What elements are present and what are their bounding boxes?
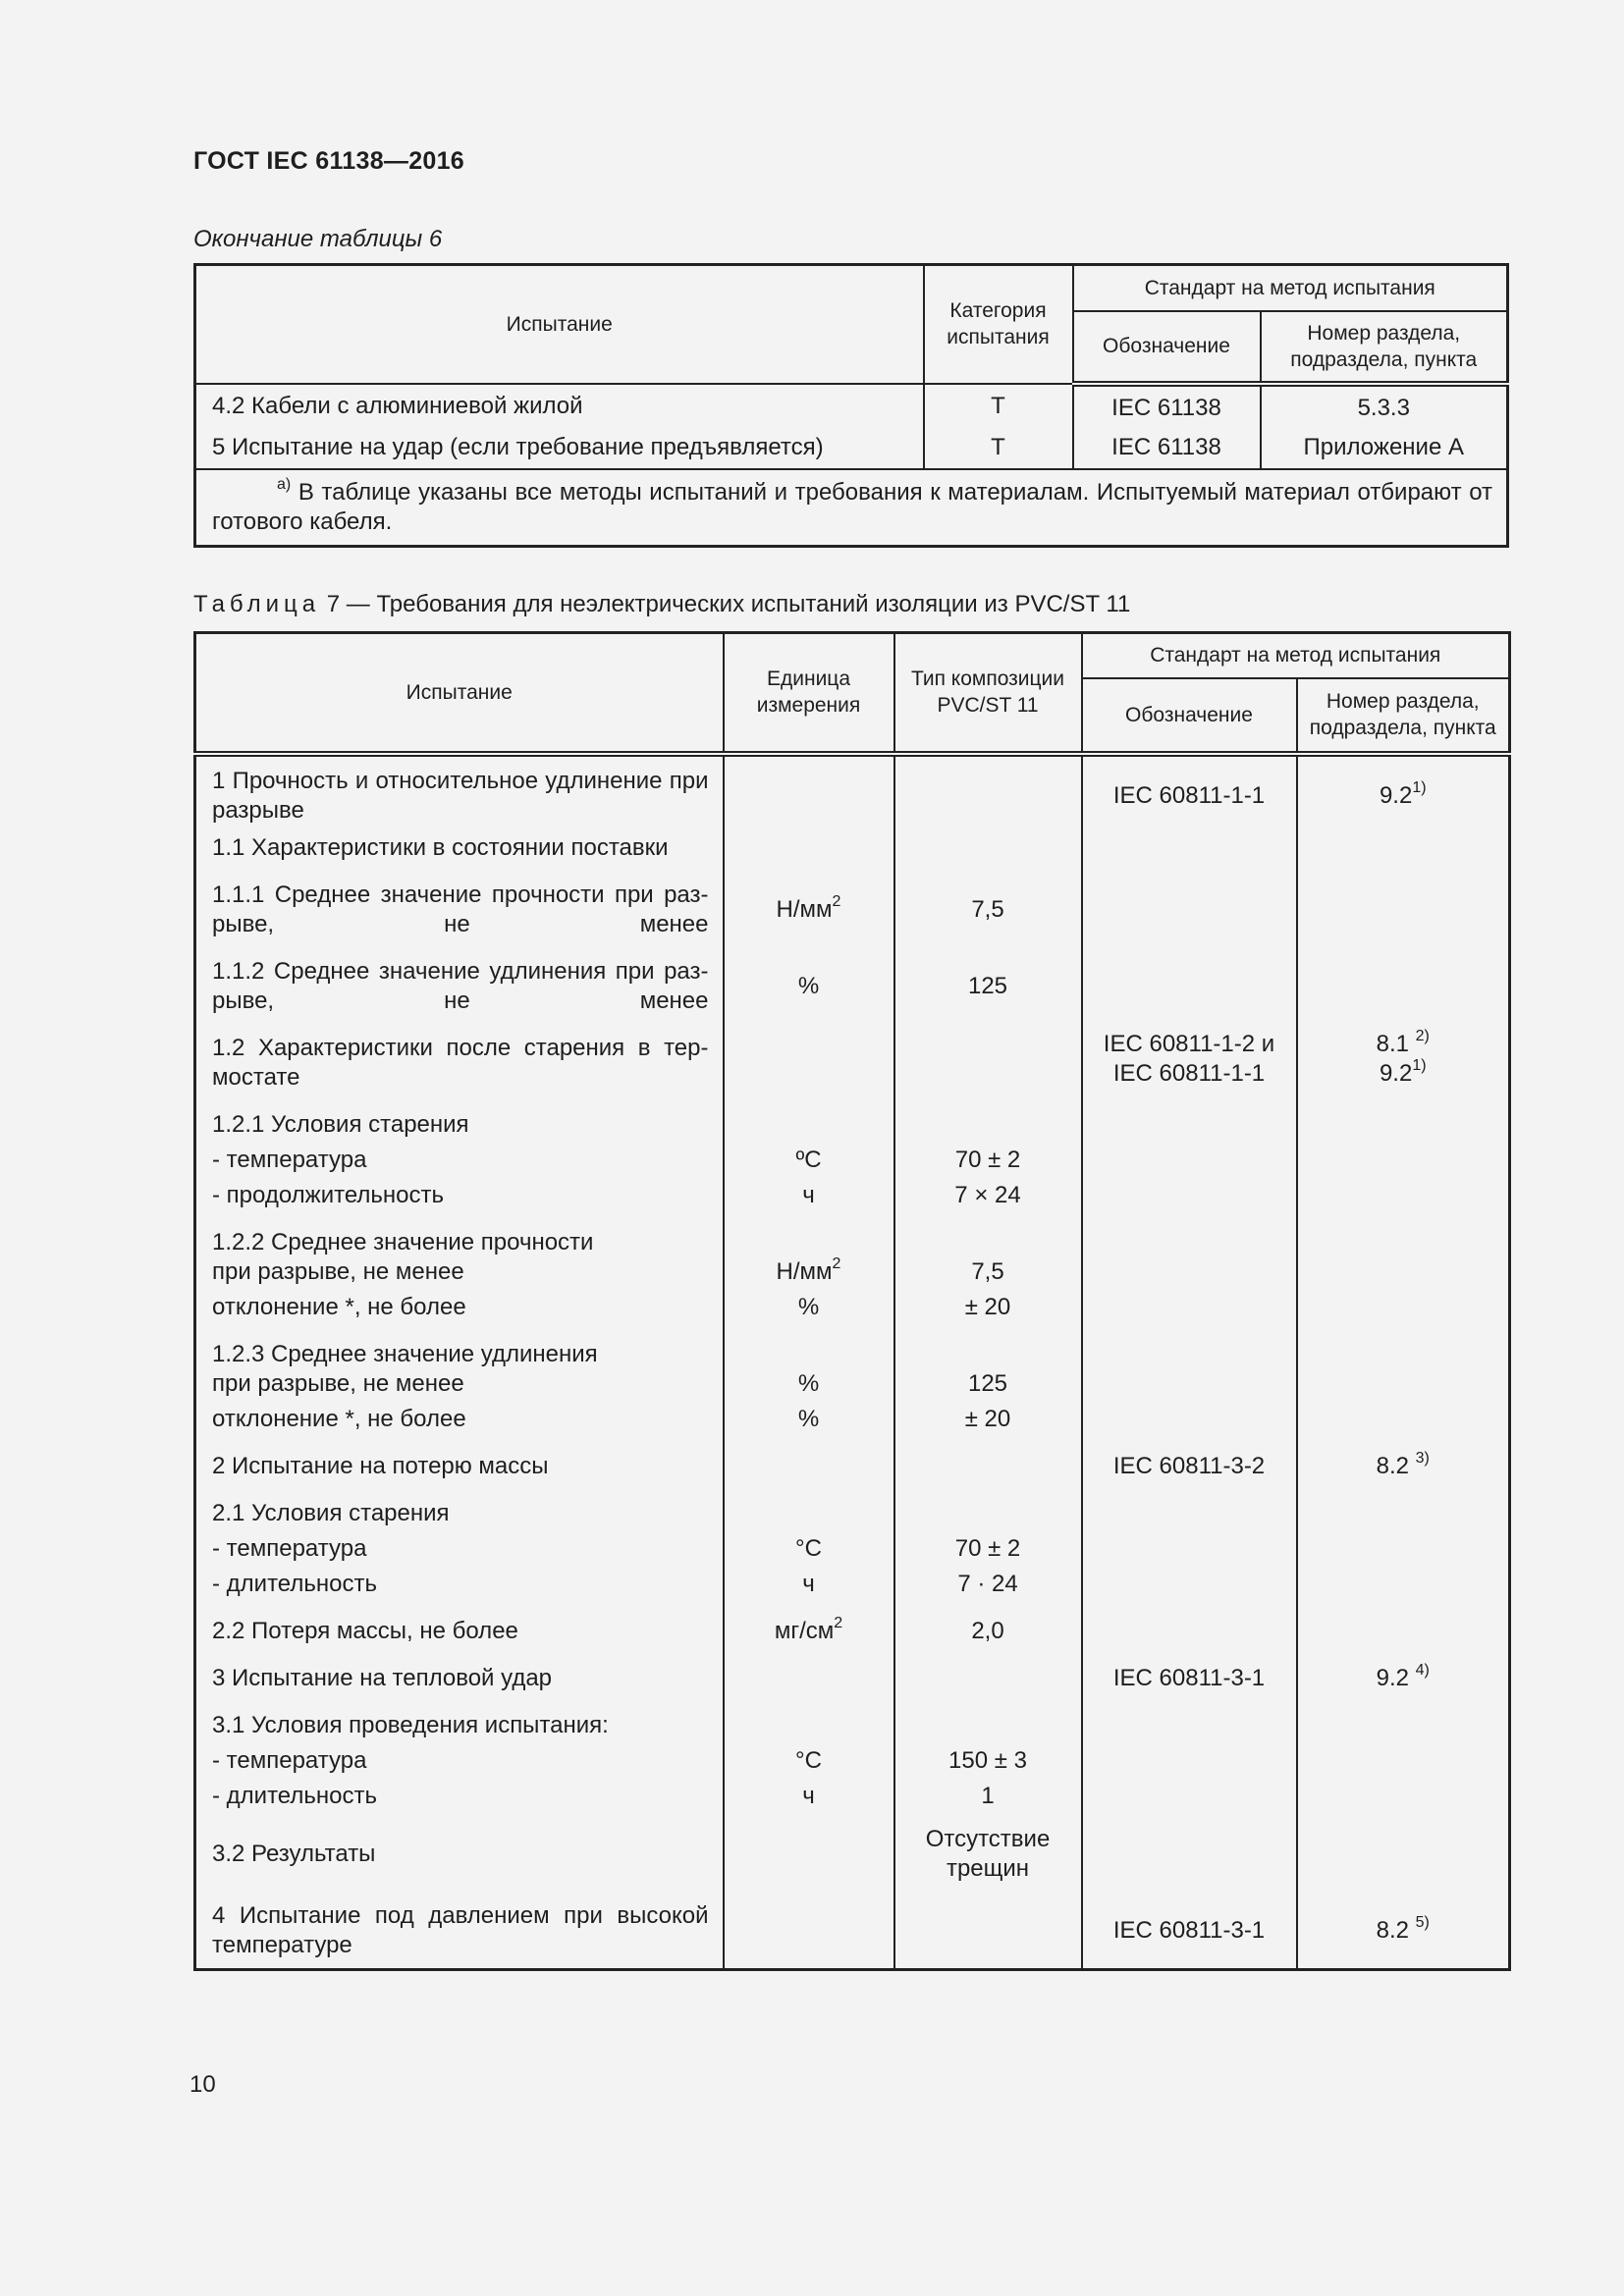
t7-cell-test: 1.2 Характеристики после старения в тер-мостате	[195, 1016, 724, 1093]
table-row	[195, 1481, 1510, 1528]
t7-cell-section: 8.2 $^{5)}$	[1297, 1884, 1510, 1970]
t6-cell-designation: IEC 61138	[1073, 384, 1261, 429]
t7-header-designation: Обозначение	[1082, 678, 1297, 754]
table-row	[195, 863, 1510, 939]
table-row	[195, 1369, 1510, 1399]
t7-cell-designation: IEC 60811-3-1	[1082, 1884, 1297, 1970]
table-row	[195, 1528, 1510, 1564]
t7-cell-unit: ч	[724, 1776, 894, 1811]
t7-cell-unit: $Н/мм^2$	[724, 863, 894, 939]
t7-cell-unit: %	[724, 1399, 894, 1434]
t7-cell-test: - температура	[195, 1740, 724, 1776]
t7-cell-unit: ºС	[724, 1140, 894, 1175]
table7-caption	[193, 591, 1130, 618]
t7-cell-test: - длительность	[195, 1564, 724, 1599]
t7-cell-designation: IEC 60811-1-1	[1082, 754, 1297, 826]
page-number: 10	[189, 2071, 216, 2098]
footnote-text: В таблице указаны все методы испытаний и требования к материалам. Испытуемый материал отбирают от готового кабеля.	[212, 478, 1493, 535]
t7-cell-test: 1.2.1 Условия старения	[195, 1093, 724, 1140]
table-footnote-row	[195, 469, 1508, 547]
t6-cell-designation: IEC 61138	[1073, 429, 1261, 469]
t6-cell-test: 4.2 Кабели с алюминиевой жилой	[195, 384, 924, 429]
t7-cell-test: 4 Испытание под давлением при высокой температуре	[195, 1884, 724, 1970]
t7-cell-value: 7,5	[894, 1257, 1082, 1287]
t7-header-test: Испытание	[195, 633, 724, 754]
table-row	[195, 1693, 1510, 1740]
t6-cell-section: Приложение А	[1261, 429, 1508, 469]
footnote-mark: а)	[277, 475, 292, 493]
t7-cell-designation: IEC 60811-3-1	[1082, 1646, 1297, 1693]
t7-header-section: Номер раздела, подраздела, пункта	[1297, 678, 1510, 754]
table-row	[195, 384, 1508, 429]
t7-cell-test: - температура	[195, 1140, 724, 1175]
t6-header-section: Номер раздела, подраздела, пункта	[1261, 311, 1508, 384]
table-row	[195, 1884, 1510, 1970]
t7-cell-value: 150 ± 3	[894, 1740, 1082, 1776]
t6-cell-category: Т	[924, 384, 1073, 429]
t7-cell-unit: %	[724, 939, 894, 1016]
table7-caption-prefix: Таблица	[193, 591, 321, 617]
table-row	[195, 1740, 1510, 1776]
table-7	[193, 631, 1511, 1971]
t7-cell-value: 125	[894, 1369, 1082, 1399]
t7-cell-value: 125	[894, 939, 1082, 1016]
t7-cell-test: 1.2.3 Среднее значение удлинения	[195, 1322, 724, 1369]
t7-cell-value: ± 20	[894, 1399, 1082, 1434]
t7-cell-unit: ч	[724, 1564, 894, 1599]
table-row	[195, 1811, 1510, 1884]
table-row	[195, 1322, 1510, 1369]
table-row	[195, 1564, 1510, 1599]
t7-cell-value: Отсутствие трещин	[894, 1811, 1082, 1884]
t7-header-type: Тип композиции PVC/ST 11	[894, 633, 1082, 754]
table-row	[195, 826, 1510, 863]
t7-cell-test: 3.1 Условия проведения испытания:	[195, 1693, 724, 1740]
table-row	[195, 1093, 1510, 1140]
t7-cell-test: при разрыве, не менее	[195, 1369, 724, 1399]
table7-caption-rest: 7 — Требования для неэлектрических испытаний изоляции из PVC/ST 11	[320, 591, 1131, 617]
t7-cell-test: 2.1 Условия старения	[195, 1481, 724, 1528]
t7-cell-value: 7,5	[894, 863, 1082, 939]
t7-cell-test: 1.2.2 Среднее значение прочности	[195, 1210, 724, 1257]
t7-header-unit: Единица измерения	[724, 633, 894, 754]
t6-footnote	[195, 469, 1508, 547]
t6-header-standard: Стандарт на метод испытания	[1073, 265, 1508, 311]
table-row	[195, 1140, 1510, 1175]
t7-cell-test: при разрыве, не менее	[195, 1257, 724, 1287]
t7-cell-test: 1.1.2 Среднее значение удлинения при раз-рыве, не менее	[195, 939, 724, 1016]
t7-cell-test: 3.2 Результаты	[195, 1811, 724, 1884]
table-row	[195, 1257, 1510, 1287]
t7-cell-unit: ч	[724, 1175, 894, 1210]
document-header: ГОСТ IEC 61138—2016	[193, 147, 465, 175]
table-row	[195, 754, 1510, 826]
t7-cell-section: 9.2$^{1)}$	[1297, 754, 1510, 826]
t7-cell-section: 8.1 $^{2)}$ 9.2$^{1)}$	[1297, 1016, 1510, 1093]
t7-cell-test: отклонение *, не более	[195, 1399, 724, 1434]
t7-cell-unit: %	[724, 1287, 894, 1322]
t7-cell-value: ± 20	[894, 1287, 1082, 1322]
t7-cell-test: - температура	[195, 1528, 724, 1564]
table-row	[195, 1016, 1510, 1093]
t7-cell-test: 2 Испытание на потерю массы	[195, 1434, 724, 1481]
t7-cell-test: 1 Прочность и относительное удлинение при разрыве	[195, 754, 724, 826]
t7-cell-unit: %	[724, 1369, 894, 1399]
t7-cell-value: 70 ± 2	[894, 1528, 1082, 1564]
t7-cell-test: отклонение *, не более	[195, 1287, 724, 1322]
table-row	[195, 1399, 1510, 1434]
t7-cell-section: 8.2 $^{3)}$	[1297, 1434, 1510, 1481]
t7-cell-value: 7 × 24	[894, 1175, 1082, 1210]
t7-cell-test: 2.2 Потеря массы, не более	[195, 1599, 724, 1646]
t7-header-standard: Стандарт на метод испытания	[1082, 633, 1510, 678]
table-row	[195, 1175, 1510, 1210]
t7-cell-test: - длительность	[195, 1776, 724, 1811]
t7-cell-unit: °С	[724, 1740, 894, 1776]
t6-cell-section: 5.3.3	[1261, 384, 1508, 429]
t7-cell-designation: IEC 60811-3-2	[1082, 1434, 1297, 1481]
t7-cell-test: - продолжительность	[195, 1175, 724, 1210]
t7-cell-value: 1	[894, 1776, 1082, 1811]
table-row	[195, 1210, 1510, 1257]
t7-cell-unit: $Н/мм^2$	[724, 1257, 894, 1287]
t7-cell-value: 2,0	[894, 1599, 1082, 1646]
t7-cell-test: 3 Испытание на тепловой удар	[195, 1646, 724, 1693]
t6-header-category: Категория испытания	[924, 265, 1073, 384]
t7-cell-designation: IEC 60811-1-2 и IEC 60811-1-1	[1082, 1016, 1297, 1093]
t6-cell-test: 5 Испытание на удар (если требование предъявляется)	[195, 429, 924, 469]
t6-cell-category: Т	[924, 429, 1073, 469]
t7-cell-section: 9.2 $^{4)}$	[1297, 1646, 1510, 1693]
t6-header-test: Испытание	[195, 265, 924, 384]
t7-cell-unit: °С	[724, 1528, 894, 1564]
table-row	[195, 939, 1510, 1016]
table-6	[193, 263, 1509, 548]
table-row	[195, 1776, 1510, 1811]
t7-cell-unit: $мг/см^2$	[724, 1599, 894, 1646]
t7-cell-value: 7 · 24	[894, 1564, 1082, 1599]
table-row	[195, 1599, 1510, 1646]
t6-header-designation: Обозначение	[1073, 311, 1261, 384]
table6-caption: Окончание таблицы 6	[193, 226, 443, 252]
table-row	[195, 1646, 1510, 1693]
table-row	[195, 1287, 1510, 1322]
t7-cell-test: 1.1 Характеристики в состоянии поставки	[195, 826, 724, 863]
table-row	[195, 1434, 1510, 1481]
t7-cell-test: 1.1.1 Среднее значение прочности при раз-рыве, не менее	[195, 863, 724, 939]
table-row	[195, 429, 1508, 469]
t7-cell-value: 70 ± 2	[894, 1140, 1082, 1175]
